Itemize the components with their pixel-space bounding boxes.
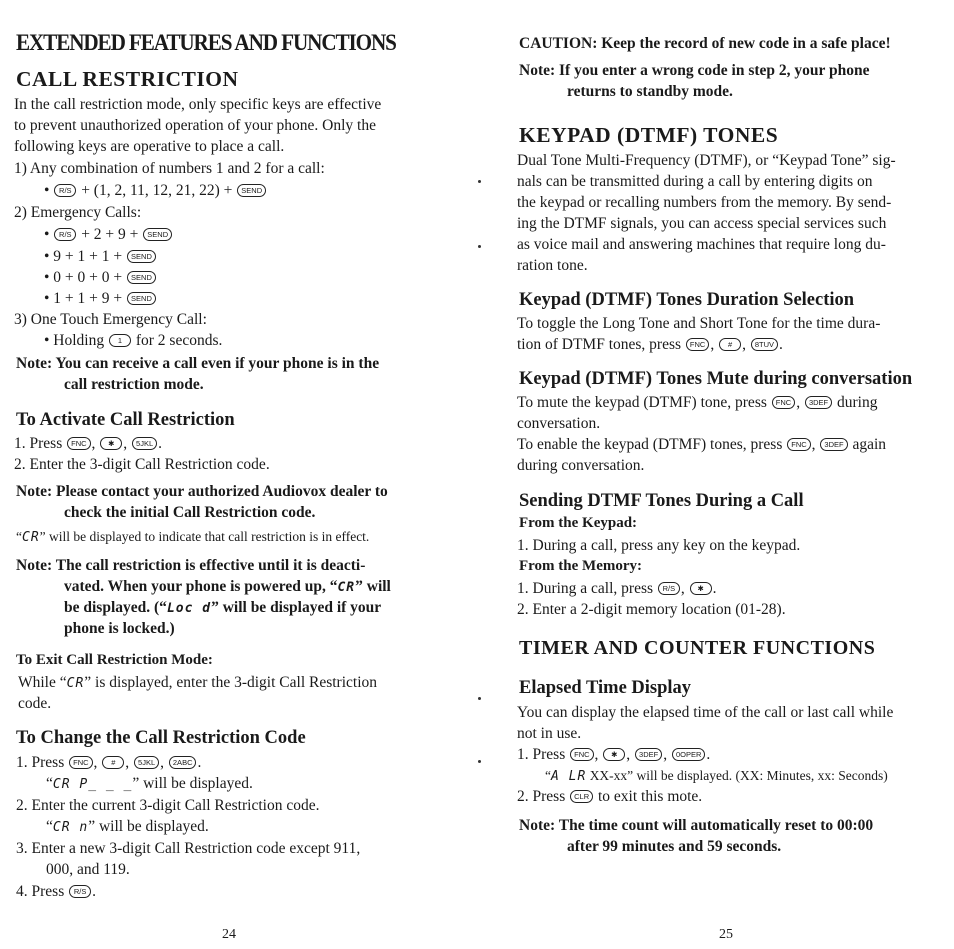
main-title: EXTENDED FEATURES AND FUNCTIONS bbox=[16, 30, 396, 55]
gutter-mark bbox=[478, 760, 481, 763]
gutter-mark bbox=[478, 180, 481, 183]
dtmf-body-3: the keypad or recalling numbers from the memory. By send- bbox=[517, 194, 892, 211]
activate-step-1: 1. Press FNC , ✱ , 5JKL . bbox=[14, 435, 163, 452]
exit-line-2: code. bbox=[18, 695, 52, 712]
mute-line-1: To mute the keypad (DTMF) tone, press FNC , 3DEF during bbox=[517, 394, 878, 411]
change-step-4: 4. Press R/S . bbox=[16, 883, 96, 900]
change-step-3-line-2: 000, and 119. bbox=[46, 861, 130, 878]
change-step-1: 1. Press FNC , # , 5JKL , 2ABC . bbox=[16, 754, 202, 771]
note-wrong-code-1: Note: If you enter a wrong code in step 2, your phone bbox=[519, 62, 870, 79]
elapsed-body-2: not in use. bbox=[517, 725, 582, 742]
note-effective-4: phone is locked.) bbox=[64, 620, 175, 637]
fnc-key-icon: FNC bbox=[67, 437, 90, 450]
dtmf-body-2: nals can be transmitted during a call by entering digits on bbox=[517, 173, 873, 190]
exit-line-1: While “CR” is displayed, enter the 3-digit Call Restriction bbox=[18, 674, 378, 691]
caution-text: CAUTION: Keep the record of new code in a safe place! bbox=[519, 35, 891, 52]
fnc-key-icon: FNC bbox=[772, 396, 795, 409]
star-key-icon: ✱ bbox=[690, 582, 712, 595]
note-receive-call-1: Note: You can receive a call even if your phone is in the bbox=[16, 355, 380, 372]
note-reset-1: Note: The time count will automatically reset to 00:00 bbox=[519, 817, 874, 834]
intro-line-3: following keys are operative to place a call. bbox=[14, 138, 285, 155]
duration-line-1: To toggle the Long Tone and Short Tone for the time dura- bbox=[517, 315, 881, 332]
activate-heading: To Activate Call Restriction bbox=[16, 410, 235, 430]
send-key-icon: SEND bbox=[143, 228, 172, 241]
item-2-d: • 1 + 1 + 9 + SEND bbox=[14, 288, 157, 309]
send-key-icon: SEND bbox=[237, 184, 266, 197]
elapsed-display: “A LR XX-xx” will be displayed. (XX: Minutes, xx: Seconds) bbox=[545, 768, 888, 784]
three-key-icon: 3DEF bbox=[805, 396, 832, 409]
gutter-mark bbox=[478, 245, 481, 248]
memory-step-2: 2. Enter a 2-digit memory location (01-28). bbox=[517, 601, 786, 618]
star-key-icon: ✱ bbox=[100, 437, 122, 450]
hash-key-icon: # bbox=[102, 756, 124, 769]
call-restriction-heading: CALL RESTRICTION bbox=[16, 67, 239, 91]
cr-effect-text: “CR” will be displayed to indicate that call restriction is in effect. bbox=[16, 529, 370, 545]
elapsed-step-1: 1. Press FNC , ✱ , 3DEF , 0OPER . bbox=[517, 746, 711, 763]
mute-heading: Keypad (DTMF) Tones Mute during conversation bbox=[519, 369, 913, 389]
clr-key-icon: CLR bbox=[570, 790, 593, 803]
duration-line-2: tion of DTMF tones, press FNC , # , 8TUV . bbox=[517, 336, 783, 353]
page-number-left: 24 bbox=[222, 927, 236, 942]
item-2-b: • 9 + 1 + 1 + SEND bbox=[14, 246, 157, 267]
item-3-a: • Holding 1 for 2 seconds. bbox=[44, 332, 223, 349]
duration-heading: Keypad (DTMF) Tones Duration Selection bbox=[519, 290, 855, 310]
note-effective-2: vated. When your phone is powered up, “CR” will bbox=[64, 578, 391, 595]
item-2-c: • 0 + 0 + 0 + SEND bbox=[14, 267, 157, 288]
item-1-combo: • R/S + (1, 2, 11, 12, 21, 22) + SEND bbox=[14, 180, 267, 201]
page-number-right: 25 bbox=[719, 927, 733, 942]
note-reset-2: after 99 minutes and 59 seconds. bbox=[567, 838, 782, 855]
note-wrong-code-2: returns to standby mode. bbox=[567, 83, 733, 100]
intro-line-2: to prevent unauthorized operation of your phone. Only the bbox=[14, 117, 376, 134]
note-contact-dealer-1: Note: Please contact your authorized Audiovox dealer to bbox=[16, 483, 388, 500]
three-key-icon: 3DEF bbox=[635, 748, 662, 761]
elapsed-step-2: 2. Press CLR to exit this mote. bbox=[517, 788, 703, 805]
memory-step-1: 1. During a call, press R/S , ✱ . bbox=[517, 580, 717, 597]
send-key-icon: SEND bbox=[127, 271, 156, 284]
sending-heading: Sending DTMF Tones During a Call bbox=[519, 491, 804, 511]
send-key-icon: SEND bbox=[127, 250, 156, 263]
note-effective-1: Note: The call restriction is effective until it is deacti- bbox=[16, 557, 366, 574]
item-3: 3) One Touch Emergency Call: bbox=[14, 311, 207, 328]
exit-heading: To Exit Call Restriction Mode: bbox=[16, 652, 213, 668]
rs-key-icon: R/S bbox=[69, 885, 91, 898]
change-heading: To Change the Call Restriction Code bbox=[16, 728, 306, 748]
elapsed-heading: Elapsed Time Display bbox=[519, 678, 692, 698]
two-key-icon: 2ABC bbox=[169, 756, 197, 769]
eight-key-icon: 8TUV bbox=[751, 338, 778, 351]
three-key-icon: 3DEF bbox=[820, 438, 847, 451]
elapsed-body-1: You can display the elapsed time of the call or last call while bbox=[517, 704, 894, 721]
note-receive-call-2: call restriction mode. bbox=[64, 376, 204, 393]
one-key-icon: 1 bbox=[109, 334, 131, 347]
intro-line-1: In the call restriction mode, only specific keys are effective bbox=[14, 96, 382, 113]
five-key-icon: 5JKL bbox=[134, 756, 159, 769]
gutter-mark bbox=[478, 697, 481, 700]
change-step-3-line-1: 3. Enter a new 3-digit Call Restriction code except 911, bbox=[16, 840, 361, 857]
star-key-icon: ✱ bbox=[603, 748, 625, 761]
change-step-1-display: “CR P_ _ _” will be displayed. bbox=[46, 775, 253, 792]
item-1: 1) Any combination of numbers 1 and 2 for a call: bbox=[14, 160, 325, 177]
mute-line-2: conversation. bbox=[517, 415, 601, 432]
fnc-key-icon: FNC bbox=[570, 748, 593, 761]
fnc-key-icon: FNC bbox=[787, 438, 810, 451]
from-keypad-heading: From the Keypad: bbox=[519, 515, 638, 531]
zero-key-icon: 0OPER bbox=[672, 748, 705, 761]
item-2-a: • R/S + 2 + 9 + SEND bbox=[14, 224, 173, 245]
rs-key-icon: R/S bbox=[658, 582, 680, 595]
fnc-key-icon: FNC bbox=[69, 756, 92, 769]
five-key-icon: 5JKL bbox=[132, 437, 157, 450]
rs-key-icon: R/S bbox=[54, 228, 76, 241]
dtmf-body-1: Dual Tone Multi-Frequency (DTMF), or “Keypad Tone” sig- bbox=[517, 152, 896, 169]
fnc-key-icon: FNC bbox=[686, 338, 709, 351]
note-effective-3: be displayed. (“Loc d” will be displayed if your bbox=[64, 599, 382, 616]
change-step-2-display: “CR n” will be displayed. bbox=[46, 818, 209, 835]
item-2: 2) Emergency Calls: bbox=[14, 204, 142, 221]
keypad-step-1: 1. During a call, press any key on the keypad. bbox=[517, 537, 801, 554]
rs-key-icon: R/S bbox=[54, 184, 76, 197]
send-key-icon: SEND bbox=[127, 292, 156, 305]
from-memory-heading: From the Memory: bbox=[519, 558, 643, 574]
mute-line-4: during conversation. bbox=[517, 457, 645, 474]
note-contact-dealer-2: check the initial Call Restriction code. bbox=[64, 504, 316, 521]
mute-line-3: To enable the keypad (DTMF) tones, press FNC , 3DEF again bbox=[517, 436, 887, 453]
dtmf-body-5: as voice mail and answering machines that require long du- bbox=[517, 236, 886, 253]
dtmf-body-6: ration tone. bbox=[517, 257, 588, 274]
dtmf-body-4: ing the DTMF signals, you can access special services such bbox=[517, 215, 887, 232]
timer-heading: TIMER AND COUNTER FUNCTIONS bbox=[519, 637, 876, 659]
dtmf-heading: KEYPAD (DTMF) TONES bbox=[519, 123, 779, 147]
hash-key-icon: # bbox=[719, 338, 741, 351]
activate-step-2: 2. Enter the 3-digit Call Restriction code. bbox=[14, 456, 270, 473]
change-step-2: 2. Enter the current 3-digit Call Restriction code. bbox=[16, 797, 320, 814]
